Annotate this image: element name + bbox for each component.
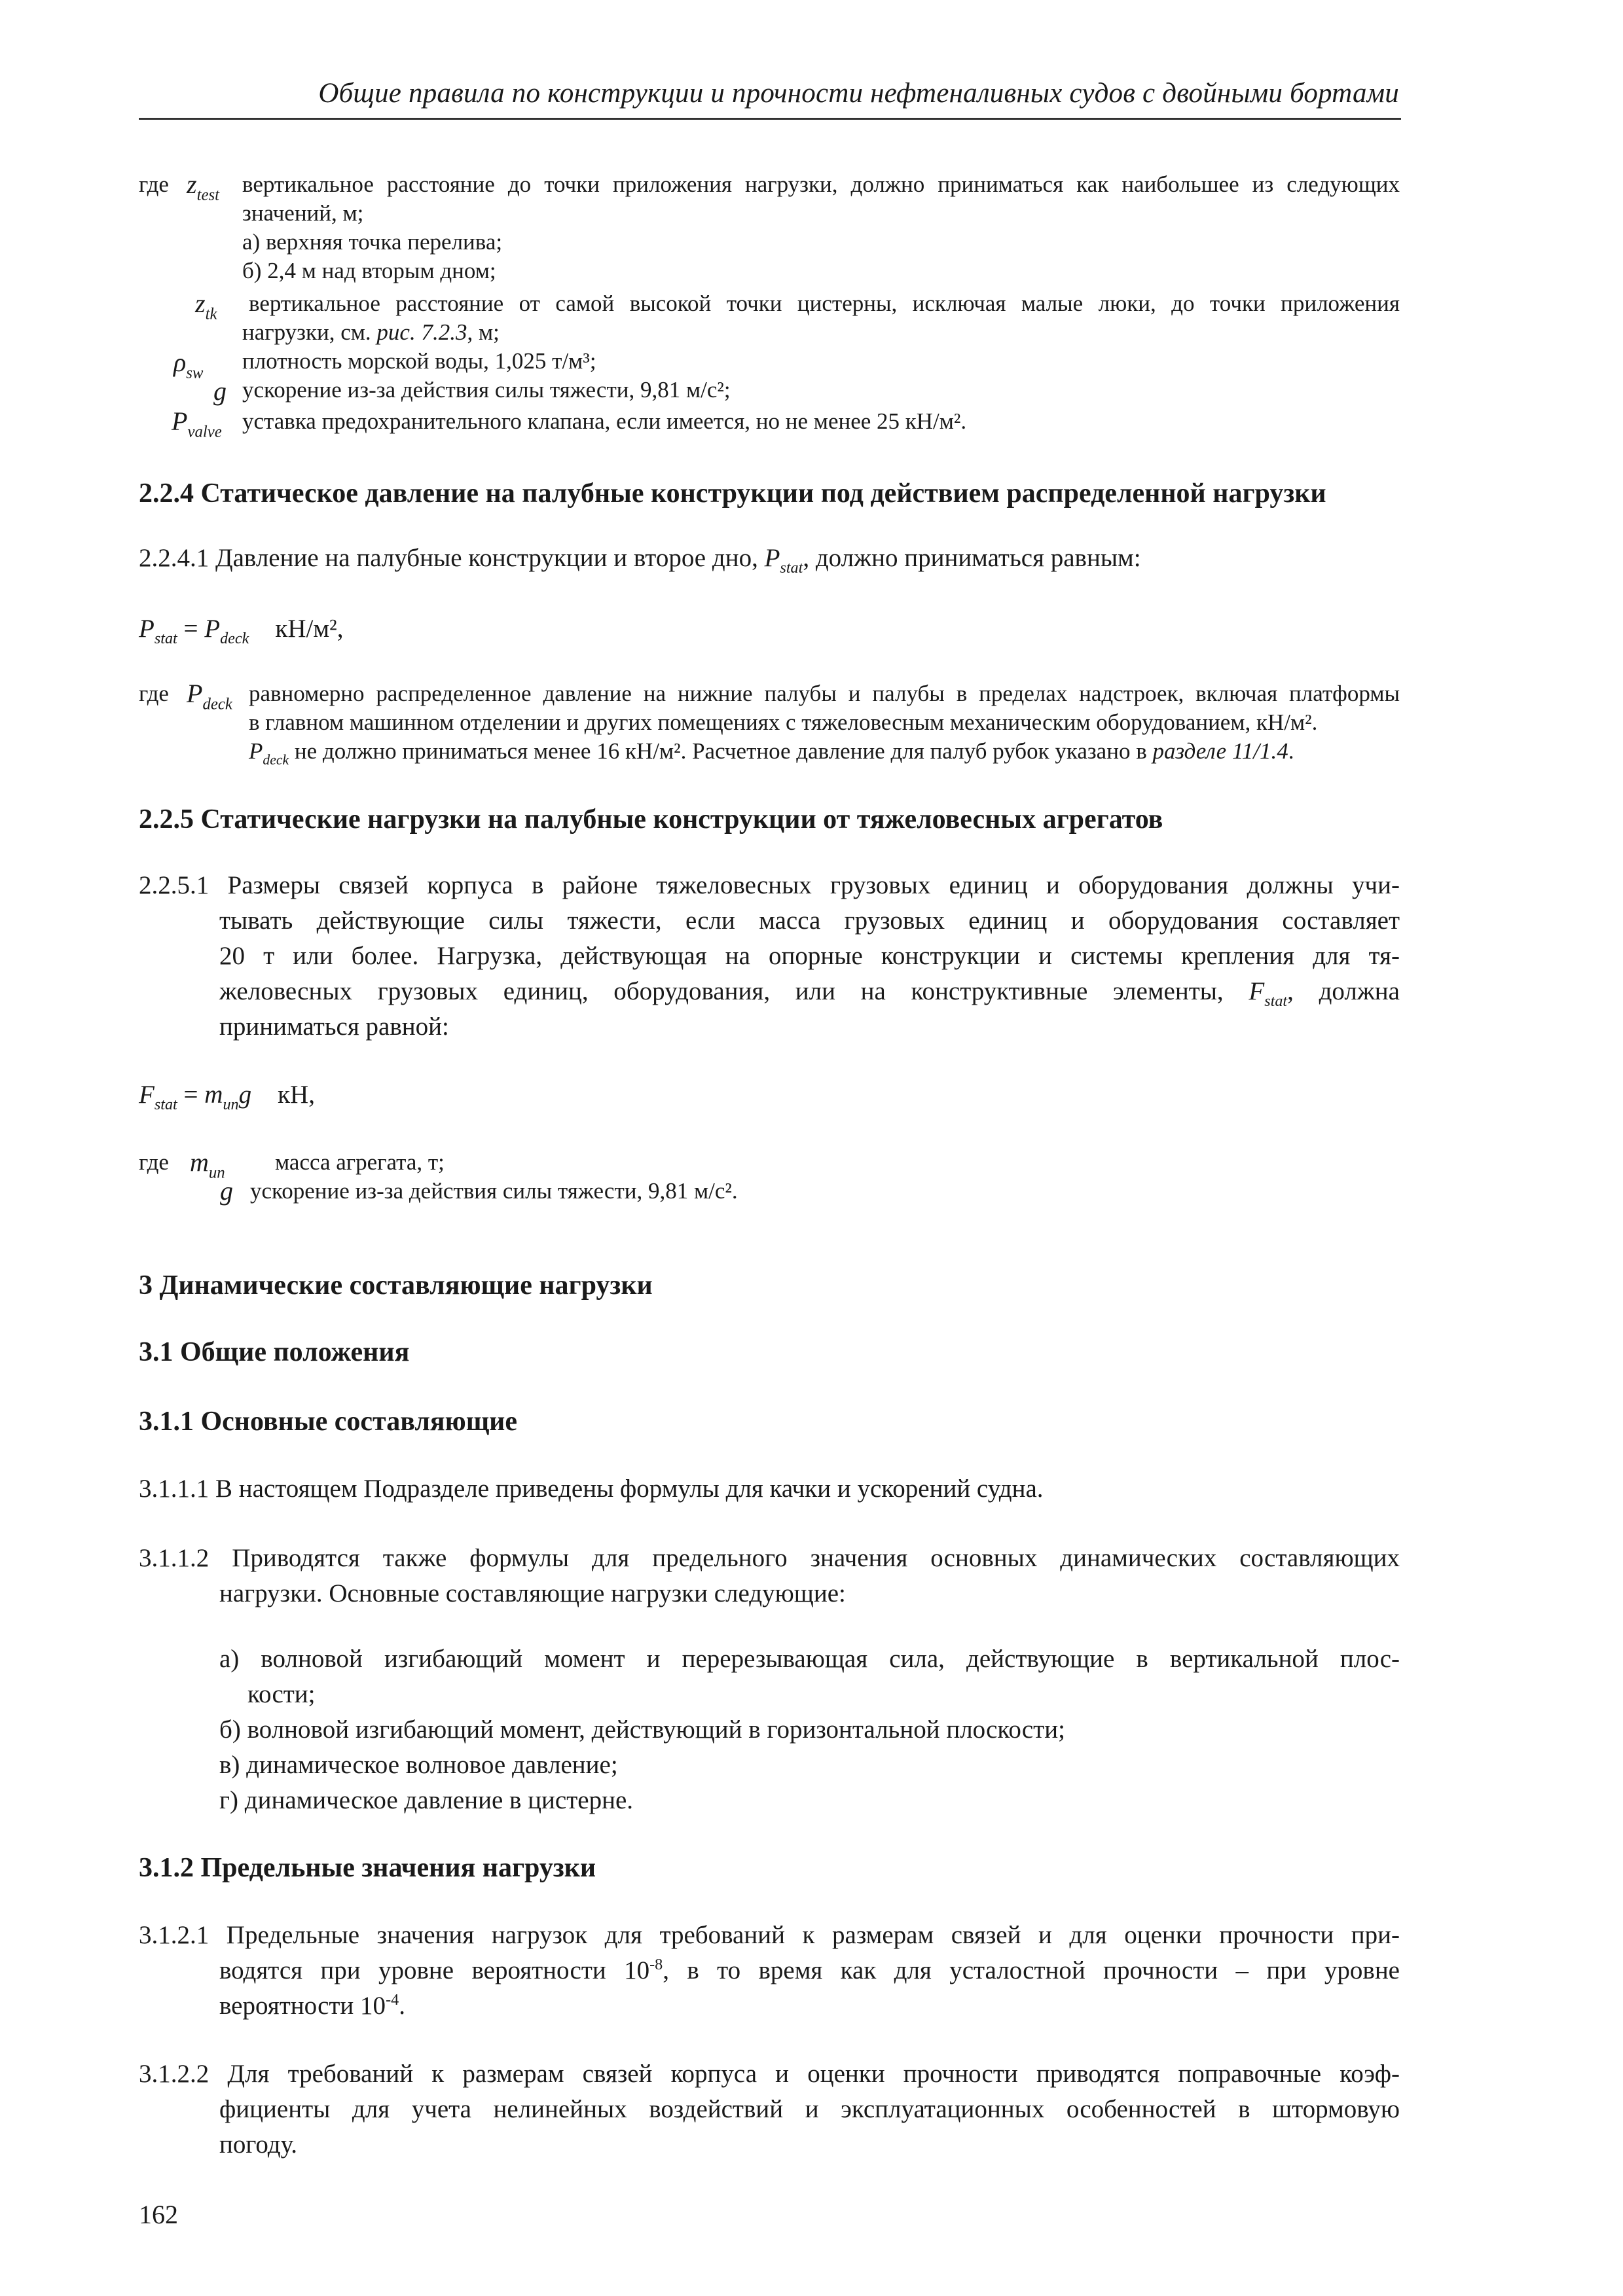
para-3-1-2-1-line3: вероятности $10^{-4}$. [219, 1991, 405, 2020]
z-test-symbol: $z_{test}$ [187, 170, 220, 204]
z-test-def-line2: значений, м; [242, 200, 364, 226]
heading-3-1-2: 3.1.2 Предельные значения нагрузки [139, 1853, 596, 1883]
g-symbol: g [213, 376, 227, 406]
page-number: 162 [139, 2200, 178, 2229]
p-deck-def-line2: в главном машинном отделении и других помещениях с тяжеловесным механическим оборудованием, кН/м². [249, 709, 1318, 735]
g-symbol: g [220, 1176, 233, 1206]
where-label: где [139, 681, 169, 706]
heading-3-1: 3.1 Общие положения [139, 1337, 410, 1367]
para-2-2-5-1-line4: желовесных грузовых единиц, оборудования, или на конструктивные элементы, $F_{stat}$, должна [219, 977, 1400, 1011]
header-rule [139, 118, 1401, 120]
para-3-1-1-2-line1: 3.1.1.2 Приводятся также формулы для предельного значения основных динамических составляющих [139, 1544, 1400, 1572]
para-2-2-5-1-line3: 20 т или более. Нагрузка, действующая на опорные конструкции и системы крепления для тя- [219, 942, 1400, 970]
list-item-a-line1: а) волновой изгибающий момент и перерезывающая сила, действующие в вертикальной плос- [219, 1645, 1400, 1673]
para-2-2-5-1-line1: 2.2.5.1 Размеры связей корпуса в районе тяжеловесных грузовых единиц и оборудования должны учи- [139, 871, 1400, 899]
list-item-c: в) динамическое волновое давление; [219, 1751, 618, 1779]
option-a: а) верхняя точка перелива; [242, 229, 503, 255]
para-3-1-2-2-line1: 3.1.2.2 Для требований к размерам связей корпуса и оценки прочности приводятся поправочные коэф- [139, 2060, 1400, 2088]
rho-symbol: $\rho_{sw}$ [173, 348, 204, 382]
para-3-1-2-1-line2: водятся при уровне вероятности $10^{-8}$, в то время как для усталостной прочности – при уровне [219, 1956, 1400, 1984]
g-def: ускорение из-за действия силы тяжести, 9,81 м/с². [250, 1178, 738, 1204]
para-2-2-4-1: 2.2.4.1 Давление на палубные конструкции и второе дно, $P_{stat}$, должно приниматься равным: [139, 544, 1141, 577]
section-reference: разделе 11/1.4 [1152, 738, 1288, 764]
z-test-def-line1: вертикальное расстояние до точки приложения нагрузки, должно приниматься как наибольшее из следующих [242, 171, 1400, 197]
p-deck-def-line3: $P_{deck}$ не должно приниматься менее 16 кН/м². Расчетное давление для палуб рубок указано в разделе 11/1.4. [249, 738, 1294, 768]
para-3-1-1-2-line2: нагрузки. Основные составляющие нагрузки следующие: [219, 1579, 846, 1607]
m-un-def: масса агрегата, т; [275, 1149, 445, 1175]
p-deck-def-line1: равномерно распределенное давление на нижние палубы и палубы в пределах надстроек, включая платформы [249, 681, 1400, 706]
para-3-1-2-1-line1: 3.1.2.1 Предельные значения нагрузок для требований к размерам связей и для оценки прочности при- [139, 1921, 1400, 1949]
p-deck-symbol: $P_{deck}$ [187, 679, 232, 713]
p-valve-def: уставка предохранительного клапана, если имеется, но не менее 25 кН/м². [242, 408, 967, 434]
z-tk-symbol: $z_{tk}$ [195, 289, 217, 323]
heading-3-1-1: 3.1.1 Основные составляющие [139, 1407, 518, 1437]
formula-p-stat: $P_{stat} = P_{deck}$ кН/м², [139, 615, 344, 648]
where-label: где [139, 171, 169, 197]
rho-def: плотность морской воды, 1,025 т/м³; [242, 348, 596, 374]
figure-reference: рис. 7.2.3 [376, 319, 467, 345]
p-valve-symbol: $P_{valve}$ [172, 406, 222, 441]
z-tk-def-line2: нагрузки, см. рис. 7.2.3, м; [242, 319, 500, 345]
list-item-b: б) волновой изгибающий момент, действующий в горизонтальной плоскости; [219, 1715, 1065, 1744]
m-un-symbol: $m_{un}$ [190, 1147, 225, 1182]
para-3-1-2-2-line2: фициенты для учета нелинейных воздействий и эксплуатационных особенностей в штормовую [219, 2095, 1400, 2123]
para-2-2-5-1-line5: приниматься равной: [219, 1013, 449, 1041]
option-b: б) 2,4 м над вторым дном; [242, 258, 496, 283]
heading-2-2-4: 2.2.4 Статическое давление на палубные конструкции под действием распределенной нагрузки [139, 478, 1326, 509]
para-2-2-5-1-line2: тывать действующие силы тяжести, если масса грузовых единиц и оборудования составляет [219, 906, 1400, 935]
list-item-d: г) динамическое давление в цистерне. [219, 1786, 634, 1814]
para-3-1-1-1: 3.1.1.1 В настоящем Подразделе приведены формулы для качки и ускорений судна. [139, 1475, 1044, 1503]
heading-2-2-5: 2.2.5 Статические нагрузки на палубные конструкции от тяжеловесных агрегатов [139, 804, 1163, 834]
g-def: ускорение из-за действия силы тяжести, 9,81 м/с²; [242, 377, 731, 403]
heading-3: 3 Динамические составляющие нагрузки [139, 1270, 653, 1300]
z-tk-def-line1: вертикальное расстояние от самой высокой точки цистерны, исключая малые люки, до точки приложения [249, 291, 1400, 316]
list-item-a-line2: кости; [247, 1680, 316, 1708]
where-label: где [139, 1149, 169, 1175]
para-3-1-2-2-line3: погоду. [219, 2130, 297, 2159]
formula-f-stat: $F_{stat} = m_{un}g$ кН, [139, 1081, 315, 1114]
running-header: Общие правила по конструкции и прочности нефтеналивных судов с двойными бортами [318, 78, 1399, 109]
